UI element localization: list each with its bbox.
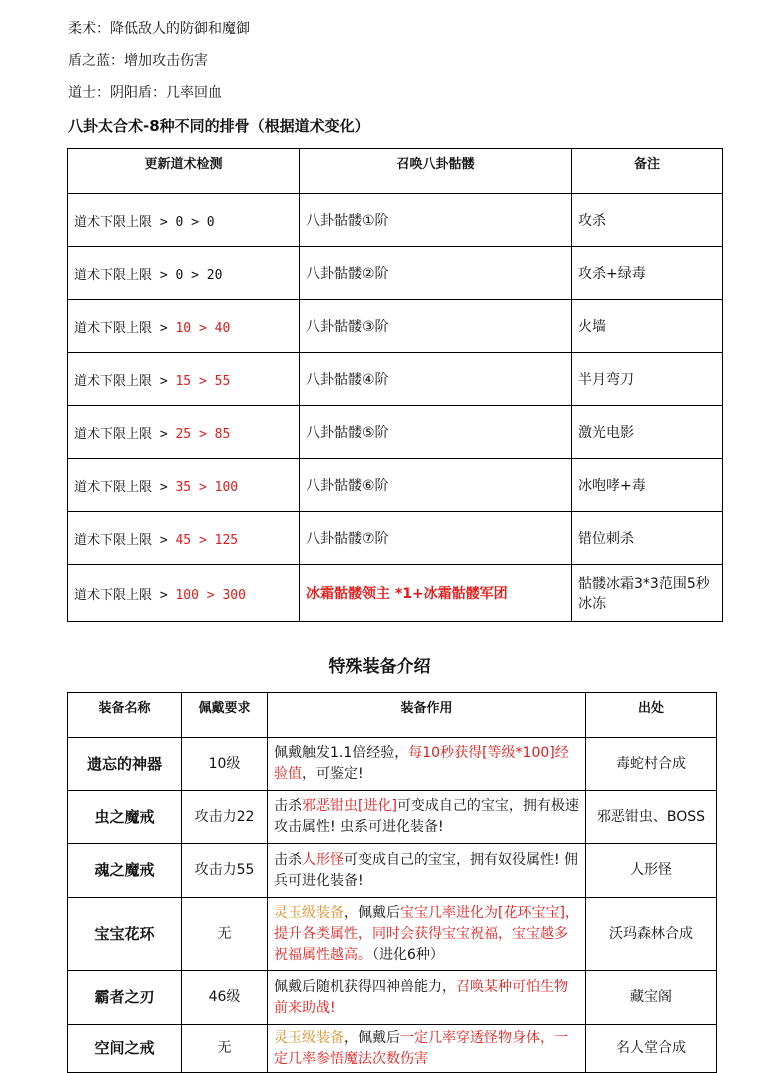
tao-range-value: 100 > 300 (175, 587, 246, 603)
tao-range-cell (68, 353, 300, 406)
effect-text: 灵玉级装备 (274, 1029, 344, 1046)
tao-range-value: 15 > 55 (175, 373, 231, 389)
equip-requirement-cell: 攻击力22 (182, 791, 268, 844)
tao-range-value: 0 > 0 (175, 214, 215, 230)
summon-cell: 八卦骷髅③阶 (300, 300, 572, 353)
equip-effect-cell (268, 898, 586, 971)
equip-source-cell: 名人堂合成 (586, 1025, 717, 1073)
effect-text: ，佩戴后 (344, 904, 400, 921)
column-header: 召唤八卦骷髅 (300, 149, 572, 194)
table-header-row (68, 149, 723, 194)
table-row (68, 459, 723, 512)
summon-cell: 冰霜骷髅领主 *1+冰霜骷髅军团 (300, 565, 572, 622)
equip-requirement-cell: 46级 (182, 971, 268, 1025)
equip-source-cell: 毒蛇村合成 (586, 738, 717, 791)
intro-line: 盾之蓝：增加攻击伤害 (68, 53, 208, 69)
equip-requirement-cell: 10级 (182, 738, 268, 791)
table-row (68, 738, 717, 791)
note-cell: 攻杀 (572, 194, 723, 247)
table-row (68, 406, 723, 459)
tao-range-label: 道术下限上限 > (74, 320, 168, 336)
table-row (68, 844, 717, 898)
note-cell: 半月弯刀 (572, 353, 723, 406)
effect-text: 邪恶钳虫[进化] (302, 798, 397, 814)
equip-source-cell: 沃玛森林合成 (586, 898, 717, 971)
tao-range-value: 25 > 85 (175, 426, 231, 442)
column-header: 装备作用 (268, 693, 586, 738)
table-row (68, 194, 723, 247)
effect-text: 可变成自己的宝宝，拥有极速攻击属性! 虫系可进化装备! (274, 798, 579, 835)
equip-name-cell: 霸者之刃 (68, 971, 182, 1025)
effect-text: 击杀 (274, 798, 302, 814)
effect-text: 击杀 (274, 851, 302, 868)
equip-requirement-cell: 攻击力55 (182, 844, 268, 898)
tao-range-label: 道术下限上限 > (74, 214, 168, 230)
effect-text: 召唤某种可怕生物前来助战! (274, 978, 568, 1016)
column-header: 佩戴要求 (182, 693, 268, 738)
effect-text: 一定几率穿透怪物身体，一定几率参悟魔法次数伤害 (274, 1029, 568, 1067)
equip-effect-cell (268, 738, 586, 791)
intro-line: 柔术：降低敌人的防御和魔御 (68, 21, 250, 37)
tao-range-label: 道术下限上限 > (74, 479, 168, 495)
tao-range-value: 45 > 125 (175, 532, 239, 548)
equip-effect-cell (268, 844, 586, 898)
equip-requirement-cell: 无 (182, 1025, 268, 1073)
equip-name-cell: 虫之魔戒 (68, 791, 182, 844)
equip-name-cell: 遗忘的神器 (68, 738, 182, 791)
column-header: 出处 (586, 693, 717, 738)
tao-range-label: 道术下限上限 > (74, 587, 168, 603)
effect-text: 宝宝几率进化为[花环宝宝]，提升各类属性，同时会获得宝宝祝福，宝宝越多祝福属性越高。 (274, 904, 579, 963)
equip-effect-cell (268, 971, 586, 1025)
table-row (68, 300, 723, 353)
equip-name-cell: 魂之魔戒 (68, 844, 182, 898)
equip-table (67, 692, 717, 1073)
tao-range-label: 道术下限上限 > (74, 373, 168, 389)
table-row (68, 898, 717, 971)
tao-range-cell (68, 406, 300, 459)
tao-range-cell (68, 459, 300, 512)
table-row (68, 512, 723, 565)
column-header: 装备名称 (68, 693, 182, 738)
note-cell: 攻杀+绿毒 (572, 247, 723, 300)
tao-range-value: 10 > 40 (175, 320, 231, 336)
table-row (68, 565, 723, 622)
section-title-bagua: 八卦太合术-8种不同的排骨（根据道术变化） (68, 117, 370, 135)
table-header-row (68, 693, 717, 738)
table-row (68, 1025, 717, 1073)
equip-name-cell: 宝宝花环 (68, 898, 182, 971)
equip-source-cell: 人形怪 (586, 844, 717, 898)
summon-cell: 八卦骷髅①阶 (300, 194, 572, 247)
effect-text: 人形怪 (302, 851, 344, 868)
tao-range-value: 0 > 20 (175, 267, 223, 283)
effect-text: ，可鉴定! (302, 766, 364, 782)
equip-effect-cell (268, 1025, 586, 1073)
tao-range-cell (68, 512, 300, 565)
bagua-table (67, 148, 723, 622)
note-cell: 激光电影 (572, 406, 723, 459)
intro-line: 道士：阴阳盾：几率回血 (68, 85, 222, 101)
effect-text: （进化6种） (372, 946, 444, 963)
equip-source-cell: 邪恶钳虫、BOSS (586, 791, 717, 844)
summon-cell: 八卦骷髅⑦阶 (300, 512, 572, 565)
tao-range-cell (68, 194, 300, 247)
summon-cell: 八卦骷髅⑤阶 (300, 406, 572, 459)
tao-range-label: 道术下限上限 > (74, 532, 168, 548)
tao-range-cell (68, 565, 300, 622)
table-row (68, 353, 723, 406)
note-cell: 冰咆哮+毒 (572, 459, 723, 512)
tao-range-cell (68, 247, 300, 300)
effect-text: 每10秒获得[等级*100]经验值 (274, 745, 569, 782)
equip-effect-cell (268, 791, 586, 844)
effect-text: 灵玉级装备 (274, 904, 344, 921)
effect-text: ，佩戴后 (344, 1029, 400, 1046)
note-cell: 火墙 (572, 300, 723, 353)
table-row (68, 791, 717, 844)
column-header: 备注 (572, 149, 723, 194)
equip-name-cell: 空间之戒 (68, 1025, 182, 1073)
note-cell: 错位刺杀 (572, 512, 723, 565)
column-header: 更新道术检测 (68, 149, 300, 194)
summon-cell: 八卦骷髅②阶 (300, 247, 572, 300)
effect-text: 佩戴后随机获得四神兽能力， (274, 978, 456, 995)
effect-text: 可变成自己的宝宝，拥有奴役属性! 佣兵可进化装备! (274, 851, 579, 889)
section-title-equip: 特殊装备介绍 (328, 657, 431, 677)
equip-requirement-cell: 无 (182, 898, 268, 971)
note-cell: 骷髅冰霜3*3范围5秒冰冻 (572, 565, 723, 622)
tao-range-label: 道术下限上限 > (74, 267, 168, 283)
table-row (68, 971, 717, 1025)
effect-text: 佩戴触发1.1倍经验， (274, 745, 409, 761)
summon-cell: 八卦骷髅⑥阶 (300, 459, 572, 512)
tao-range-value: 35 > 100 (175, 479, 239, 495)
tao-range-label: 道术下限上限 > (74, 426, 168, 442)
summon-cell: 八卦骷髅④阶 (300, 353, 572, 406)
equip-source-cell: 藏宝阁 (586, 971, 717, 1025)
table-row (68, 247, 723, 300)
tao-range-cell (68, 300, 300, 353)
